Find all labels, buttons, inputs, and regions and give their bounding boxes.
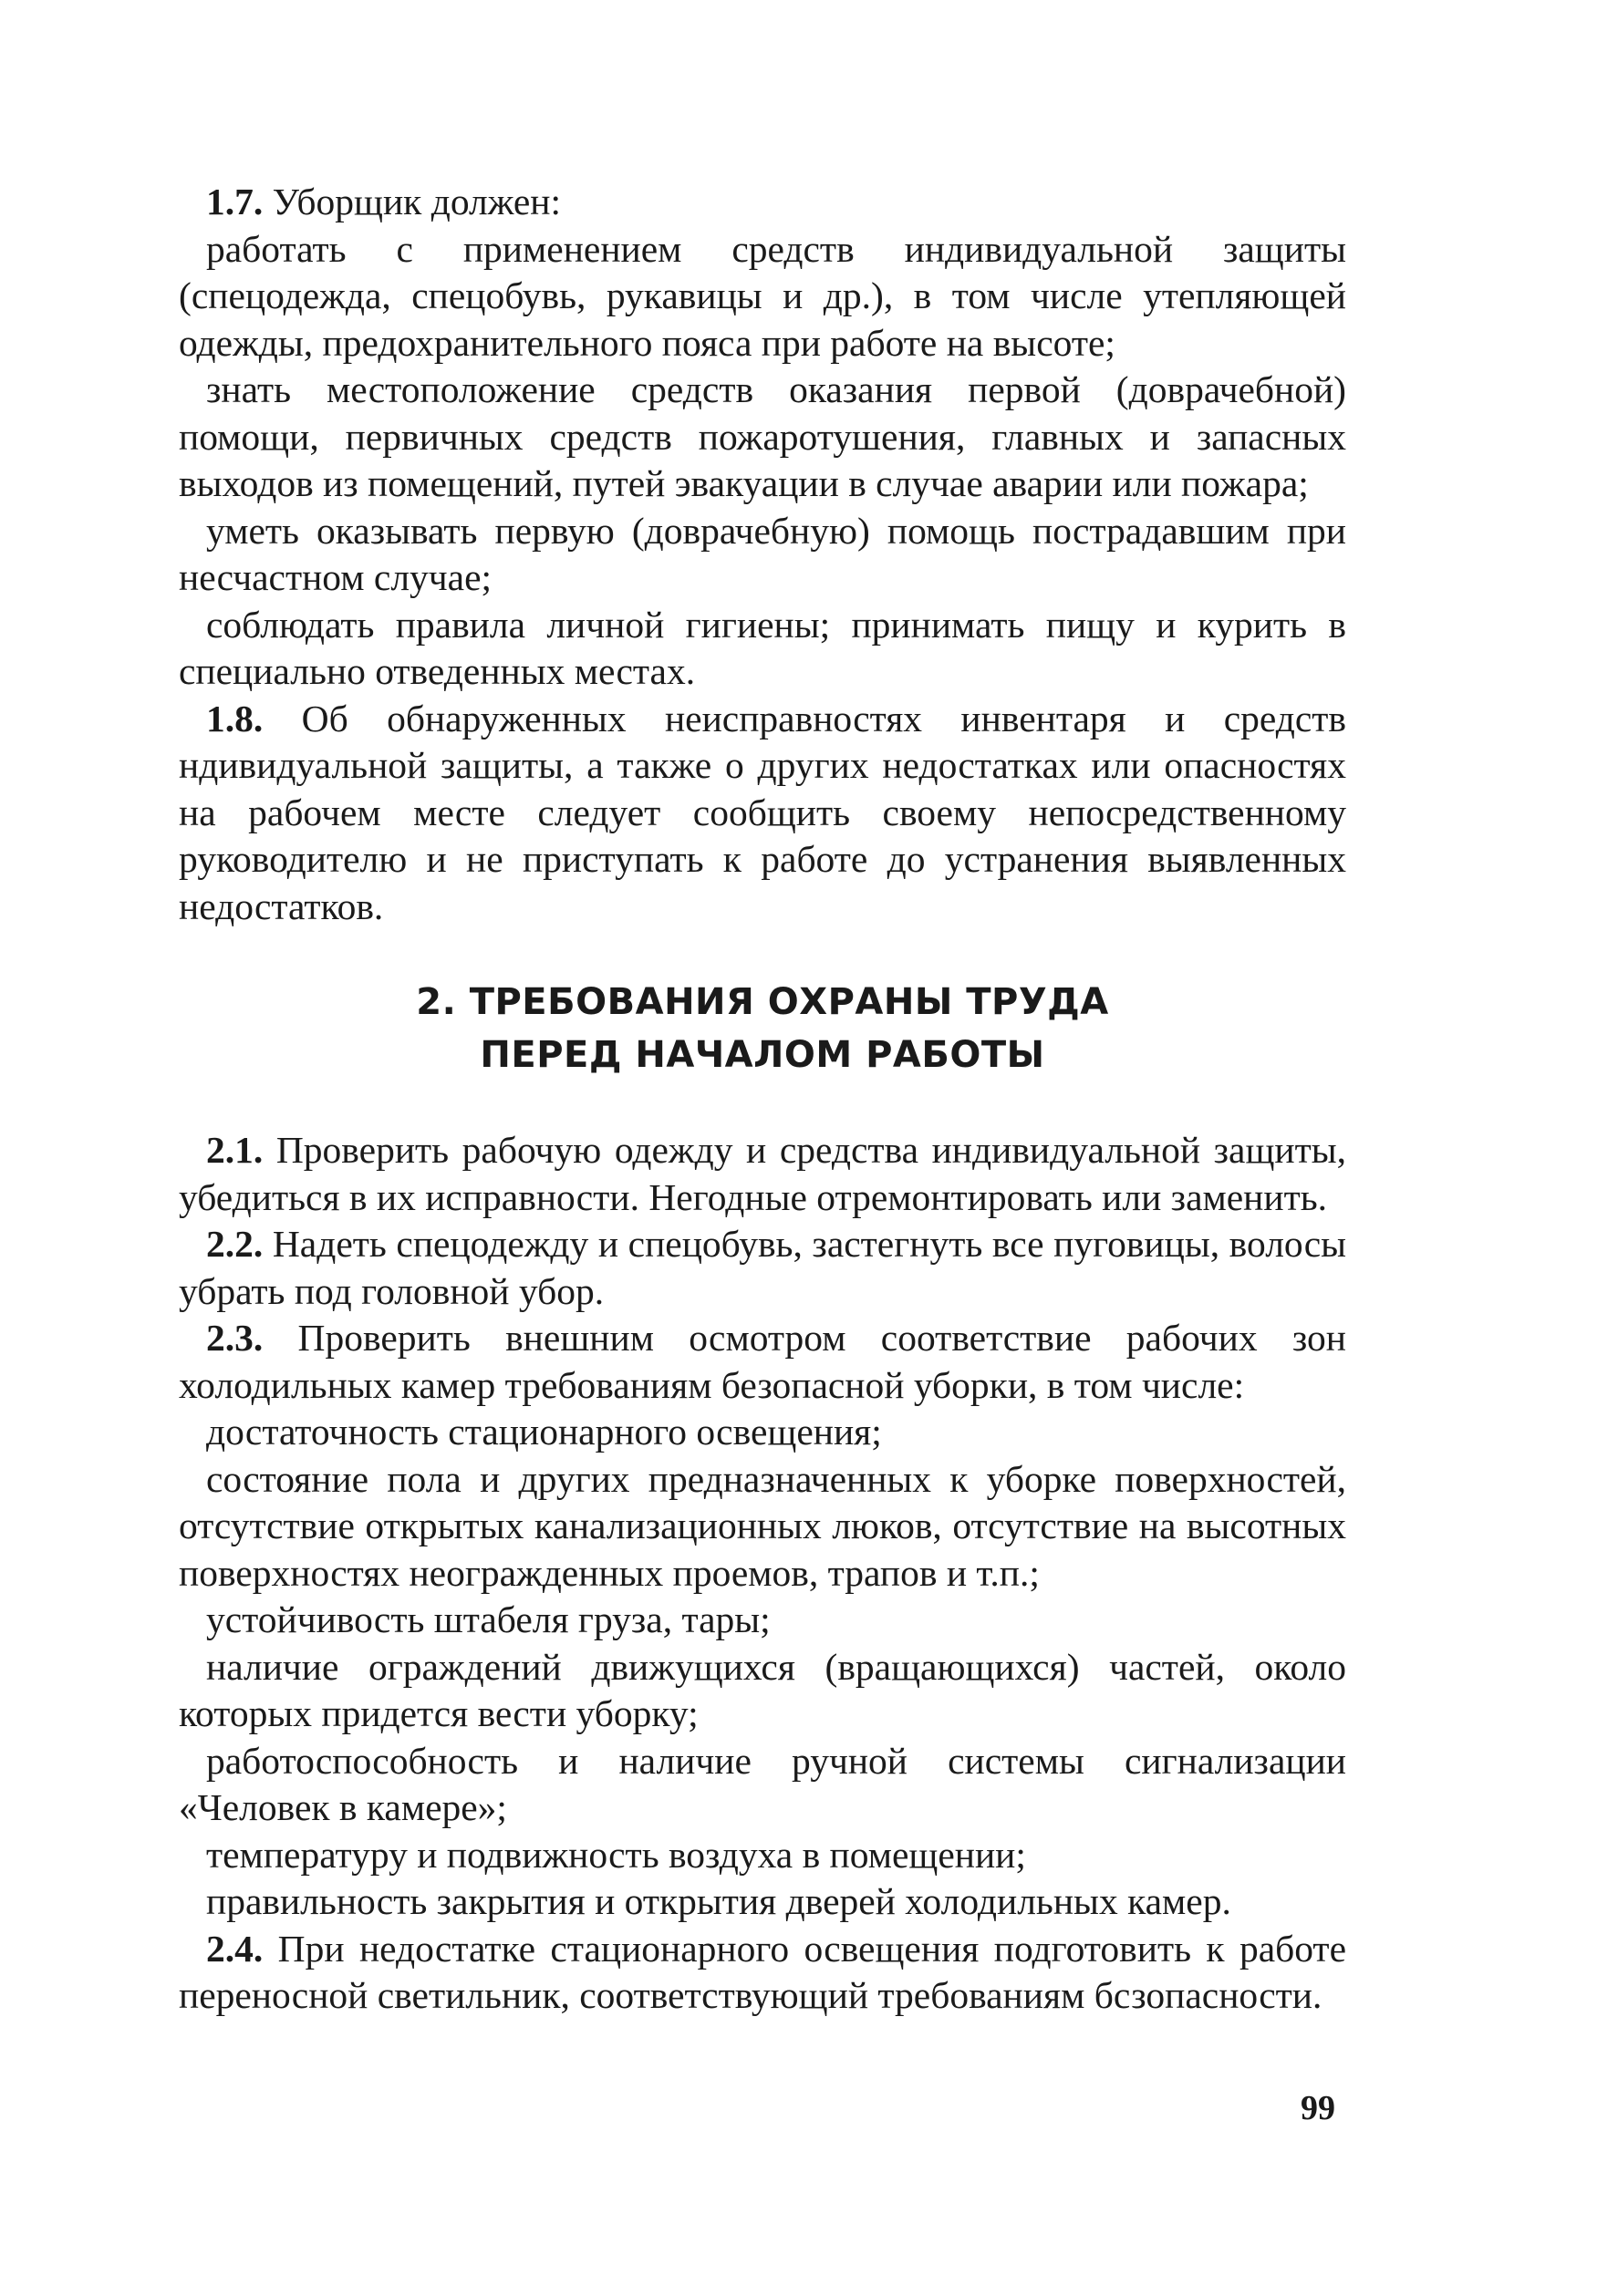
list-item: температуру и подвижность воздуха в помещении; [206,1833,1026,1876]
list-item: наличие ограждений движущихся (вращающихся) частей, около которых придется вести уборку; [179,1645,1346,1734]
list-item: работоспособность и наличие ручной системы сигнализации «Человек в камере»; [179,1739,1346,1828]
body-text [179,179,1346,2020]
list-item: работать с применением средств индивидуальной защиты (спецодежда, спецобувь, рукавицы и др.), в том числе утепляющей одежды, предохранительного пояса при работе на высоте; [179,227,1346,364]
list-item: знать местоположение средств оказания первой (доврачебной) помощи, первичных средств пожаротушения, главных и запасных выходов из помещений, путей эвакуации в случае аварии или пожара; [179,368,1346,504]
clause-1-7 [179,179,1346,226]
clause-text: Проверить рабочую одежду и средства индивидуальной защиты, убедиться в их исправности. Негодные отремонтировать или заменить. [179,1129,1346,1218]
list-item: состояние пола и других предназначенных к уборке поверхностей, отсутствие открытых канализационных люков, отсутствие на высотных поверхностях неогражденных проемов, трапов и т.п.; [179,1457,1346,1594]
clause-number: 2.2. [206,1223,264,1265]
list-item: достаточность стационарного освещения; [206,1411,882,1453]
clause-number: 1.7. [206,181,264,222]
clause-2-1 [179,1127,1346,1221]
clause-number: 1.8. [206,697,264,739]
page-number: 99 [1301,2089,1335,2127]
list-item: устойчивость штабеля груза, тары; [206,1598,771,1640]
list-item: правильность закрытия и открытия дверей холодильных камер. [206,1880,1231,1922]
clause-number: 2.3. [206,1317,264,1359]
clause-text: Надеть спецодежду и спецобувь, застегнуть все пуговицы, волосы убрать под головной убор. [179,1223,1346,1312]
list-item: уметь оказывать первую (доврачебную) помощь пострадавшим при несчастном случае; [179,509,1346,598]
clause-2-4 [179,1926,1346,2020]
clause-2-3 [179,1315,1346,1409]
clause-number: 2.4. [206,1927,264,1970]
list-item: соблюдать правила личной гигиены; принимать пищу и курить в специально отведенных местах. [179,603,1346,692]
clause-text: Об обнаруженных неисправностях инвентаря и средств ндивидуальной защиты, а также о других недостатках или опасностях на рабочем месте следует сообщить своему непосредственному руководителю и не приступать к работе до устранения выявленных недостатков. [179,697,1346,927]
clause-number: 2.1. [206,1129,264,1171]
section-heading-line-1: 2. ТРЕБОВАНИЯ ОХРАНЫ ТРУДА [416,981,1109,1023]
clause-text: Уборщик должен: [263,181,562,222]
clause-1-8 [179,696,1346,931]
clause-text: Проверить внешним осмотром соответствие рабочих зон холодильных камер требованиям безопасной уборки, в том числе: [179,1317,1346,1406]
section-heading [179,976,1346,1081]
clause-2-2 [179,1221,1346,1315]
clause-text: При недостатке стационарного освещения подготовить к работе переносной светильник, соответствующий требованиям бсзопасности. [179,1927,1346,2016]
section-heading-line-2: ПЕРЕД НАЧАЛОМ РАБОТЫ [480,1034,1045,1076]
